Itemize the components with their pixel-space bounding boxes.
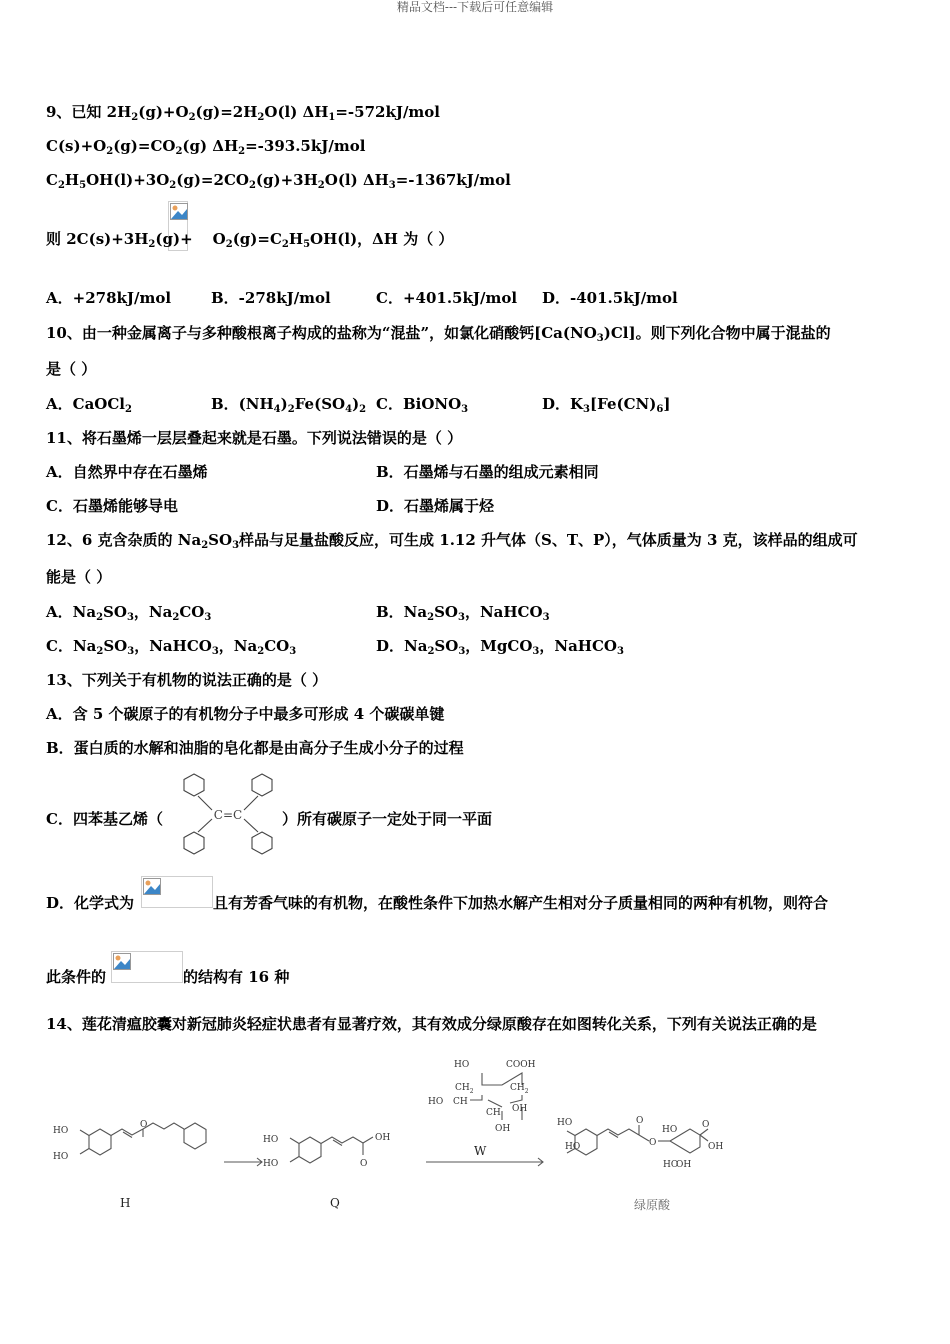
atom-label: $CH_2$: [455, 1083, 474, 1095]
q9-option-c: C．+401.5kJ/mol: [376, 289, 518, 307]
atom-label: OH: [708, 1142, 724, 1152]
q14-stem: 14、莲花清瘟胶囊对新冠肺炎轻症状患者有显著疗效，其有效成分绿原酸存在如图转化关系，下列有关说法正确的是: [46, 1015, 817, 1033]
atom-label: O: [649, 1138, 657, 1148]
q9-question: 则 $2C(s)+3H_2(g)+ O_2(g)=C_2H_5OH(l)$，ΔH 为（ ）: [46, 230, 454, 250]
compound-label-chlorogenic-acid: 绿原酸: [634, 1198, 671, 1212]
q11-option-a: A．自然界中存在石墨烯: [46, 463, 208, 481]
q11-option-c: C．石墨烯能够导电: [46, 497, 178, 515]
atom-label: HO: [454, 1060, 470, 1070]
q12-stem-cont: 能是（ ）: [46, 568, 112, 586]
atom-label: O: [702, 1120, 710, 1130]
q9-equation-1: 9、已知 $2H_2(g)+O_2(g)=2H_2O(l)$ $\Delta H_1=-572kJ$/mol: [46, 103, 441, 123]
atom-label: CH: [453, 1097, 468, 1107]
q10-stem-cont: 是（ ）: [46, 360, 97, 378]
q12-option-c: C．$Na_2SO_3$，NaHCO$_3$，$Na_2CO_3$: [46, 637, 297, 657]
q10-option-a: A．CaOCl$_2$: [46, 395, 132, 415]
atom-label: HO: [53, 1152, 69, 1162]
atom-label: O: [360, 1159, 368, 1169]
compound-label-q: Q: [330, 1196, 340, 1210]
atom-label: HO: [662, 1125, 678, 1135]
atom-label: OH: [676, 1160, 692, 1170]
atom-label: HO: [557, 1118, 573, 1128]
q9-option-a: A．+278kJ/mol: [46, 289, 172, 307]
image-placeholder-icon: [113, 953, 131, 970]
q10-option-d: D．$K_3[Fe(CN)_6]$: [542, 395, 671, 415]
atom-label: HO: [263, 1135, 279, 1145]
q12-option-d: D．$Na_2SO_3$，MgCO$_3$，NaHCO$_3$: [376, 637, 624, 657]
atom-label: O: [140, 1120, 148, 1130]
q11-option-d: D．石墨烯属于烃: [376, 497, 495, 515]
atom-label: $CH_2$: [510, 1083, 529, 1095]
q9-option-d: D．-401.5kJ/mol: [542, 289, 678, 307]
atom-label: CH: [486, 1108, 501, 1118]
q13-option-c-pre: C．四苯基乙烯（: [46, 810, 163, 828]
tetraphenylethylene-structure: [168, 770, 280, 862]
q12-stem: 12、6 克含杂质的 $Na_2SO_3$样品与足量盐酸反应，可生成 1.12 升气体（S、T、P），气体质量为 3 克，该样品的组成可: [46, 531, 858, 551]
broken-structure-image: [111, 951, 183, 983]
image-placeholder-icon: [170, 203, 188, 220]
q13-stem: 13、下列关于有机物的说法正确的是（ ）: [46, 671, 328, 689]
atom-label: HO: [53, 1126, 69, 1136]
q12-option-b: B．$Na_2SO_3$，NaHCO$_3$: [376, 603, 550, 623]
atom-label: HO: [428, 1097, 444, 1107]
q12-option-a: A．$Na_2SO_3$，$Na_2CO_3$: [46, 603, 212, 623]
compound-label-w: W: [474, 1144, 487, 1158]
compound-label-h: H: [120, 1196, 131, 1210]
q13-option-a: A．含 5 个碳原子的有机物分子中最多可形成 4 个碳碳单键: [46, 705, 445, 723]
q11-option-b: B．石墨烯与石墨的组成元素相同: [376, 463, 599, 481]
atom-label: OH: [375, 1133, 391, 1143]
q10-stem: 10、由一种金属离子与多种酸根离子构成的盐称为“混盐”，如氯化硝酸钙$[Ca(NO_3)Cl]$。则下列化合物中属于混盐的: [46, 324, 831, 344]
reaction-scheme: [40, 1045, 920, 1220]
q9-equation-2: $C(s)+O_2(g)=CO_2(g)$ $\Delta H_2=-393.5kJ$/mol: [46, 137, 366, 157]
atom-label: OH: [495, 1124, 511, 1134]
alkene-label: C=C: [213, 808, 243, 822]
q13-option-d2-pre: 此条件的: [46, 968, 107, 986]
q13-option-c-post: ）所有碳原子一定处于同一平面: [282, 810, 493, 828]
broken-formula-image: [141, 876, 213, 908]
q9-equation-3: $C_2H_5OH(l)+3O_2(g)=2CO_2(g)+3H_2O(l)$ $\Delta H_3=-1367kJ$/mol: [46, 171, 511, 191]
atom-label: COOH: [506, 1060, 536, 1070]
q11-stem: 11、将石墨烯一层层叠起来就是石墨。下列说法错误的是（ ）: [46, 429, 463, 447]
page-watermark: 精品文档---下载后可任意编辑: [396, 0, 554, 14]
q9-option-b: B．-278kJ/mol: [211, 289, 331, 307]
q13-option-d-pre: D．化学式为: [46, 894, 135, 912]
q13-option-d2-post: 的结构有 16 种: [183, 968, 290, 986]
q10-option-c: C．BiONO$_3$: [376, 395, 469, 415]
image-placeholder-icon: [143, 878, 161, 895]
atom-label: HO: [263, 1159, 279, 1169]
atom-label: OH: [512, 1104, 528, 1114]
q13-option-b: B．蛋白质的水解和油脂的皂化都是由高分子生成小分子的过程: [46, 739, 464, 757]
atom-label: HO: [565, 1142, 581, 1152]
atom-label: O: [636, 1116, 644, 1126]
atom-label: HO: [663, 1160, 679, 1170]
q13-option-d-post: 且有芳香气味的有机物，在酸性条件下加热水解产生相对分子质量相同的两种有机物，则符合: [213, 894, 829, 912]
q10-option-b: B．$(NH_4)_2Fe(SO_4)_2$: [211, 395, 367, 415]
